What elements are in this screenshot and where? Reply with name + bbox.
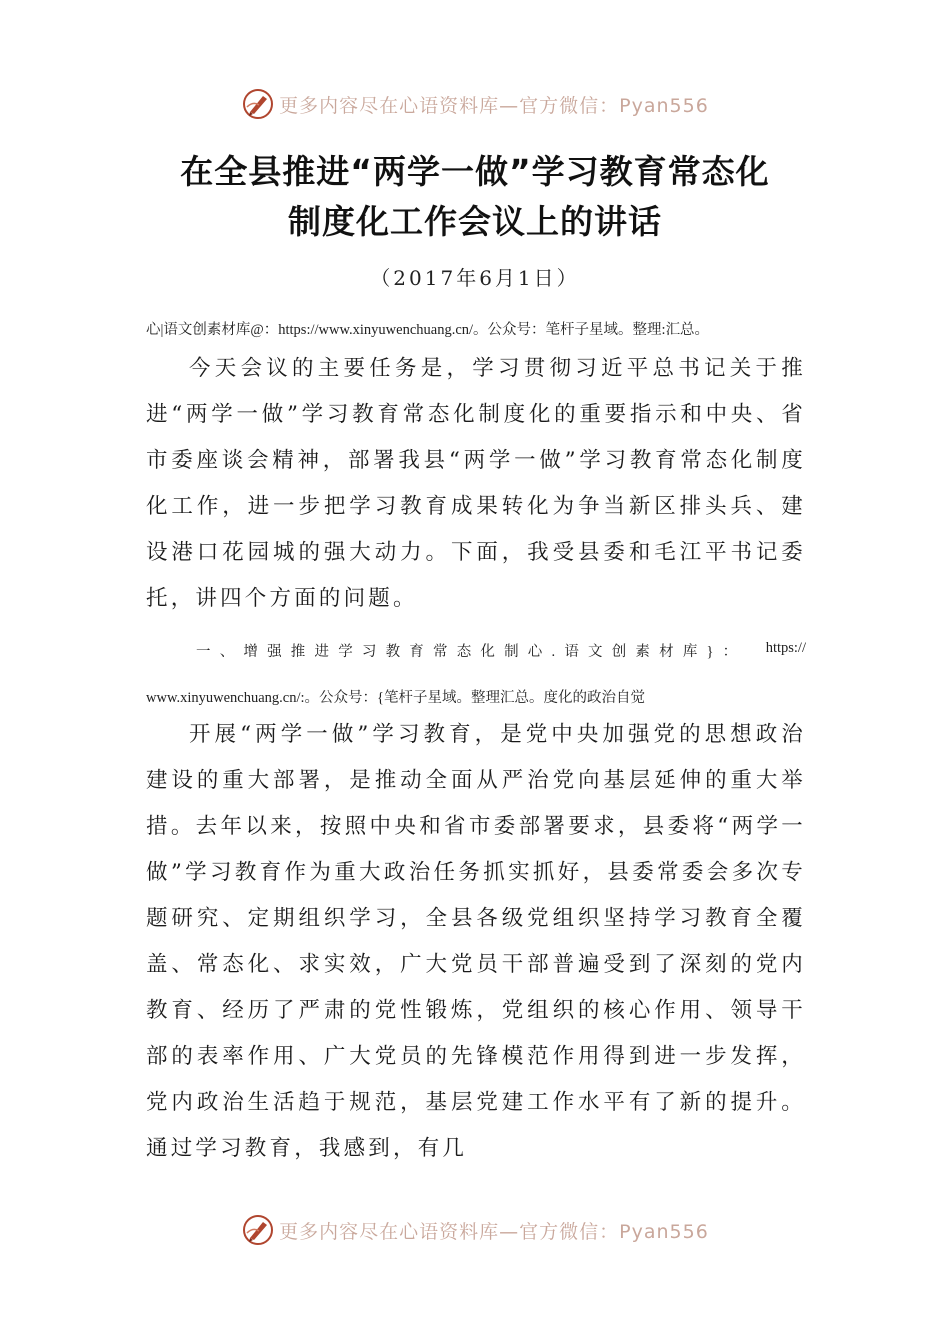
top-watermark-banner <box>0 86 950 122</box>
watermark-text: 更多内容尽在心语资料库—官方微信：Pyan556 <box>279 94 709 117</box>
section-heading-1-text: 一、增强推进学习教育常态化制心.语文创素材库}： <box>196 644 747 660</box>
watermark-text: 更多内容尽在心语资料库—官方微信：Pyan556 <box>279 1220 709 1243</box>
pen-logo-icon <box>241 1213 275 1247</box>
document-date: （2017年6月1日） <box>370 266 580 290</box>
document-title-line2: 制度化工作会议上的讲话 <box>288 202 662 241</box>
paragraph-body: 开展“两学一做”学习教育，是党中央加强党的思想政治建设的重大部署，是推动全面从严治党向基层延伸的重大举措。去年以来，按照中央和省市委部署要求，县委将“两学一做”学习教育作为重大政治任务抓实抓好，县委常委会多次专题研究、定期组织学习，全县各级党组织坚持学习教育全覆盖、常态化、求实效，广大党员干部普遍受到了深刻的党内教育、经历了严肃的党性锻炼，党组织的核心作用、领导干部的表率作用、广大党员的先锋模范作用得到进一步发挥，党内政治生活趋于规范，基层党建工作水平有了新的提升。通过学习教育，我感到，有几 <box>146 722 806 1161</box>
section-heading-1-continued: www.xinyuwenchuang.cn/:。公众号：{笔杆子星域。整理汇总。度化的政治自觉 <box>146 690 645 706</box>
pen-logo-icon <box>241 87 275 121</box>
bottom-watermark-banner <box>0 1212 950 1248</box>
section-heading-1 <box>146 640 806 661</box>
document-title-line1: 在全县推进“两学一做”学习教育常态化 <box>180 152 770 191</box>
paragraph-intro: 今天会议的主要任务是，学习贯彻习近平总书记关于推进“两学一做”学习教育常态化制度化的重要指示和中央、省市委座谈会精神，部署我县“两学一做”学习教育常态化制度化工作，进一步把学习教育成果转化为争当新区排头兵、建设港口花园城的强大动力。下面，我受县委和毛江平书记委托，讲四个方面的问题。 <box>146 356 806 611</box>
source-note: 心|语文创素材库@：https://www.xinyuwenchuang.cn/。公众号：笔杆子星域。整理:汇总。 <box>146 322 710 338</box>
section-heading-1-url: https:// <box>765 640 806 656</box>
